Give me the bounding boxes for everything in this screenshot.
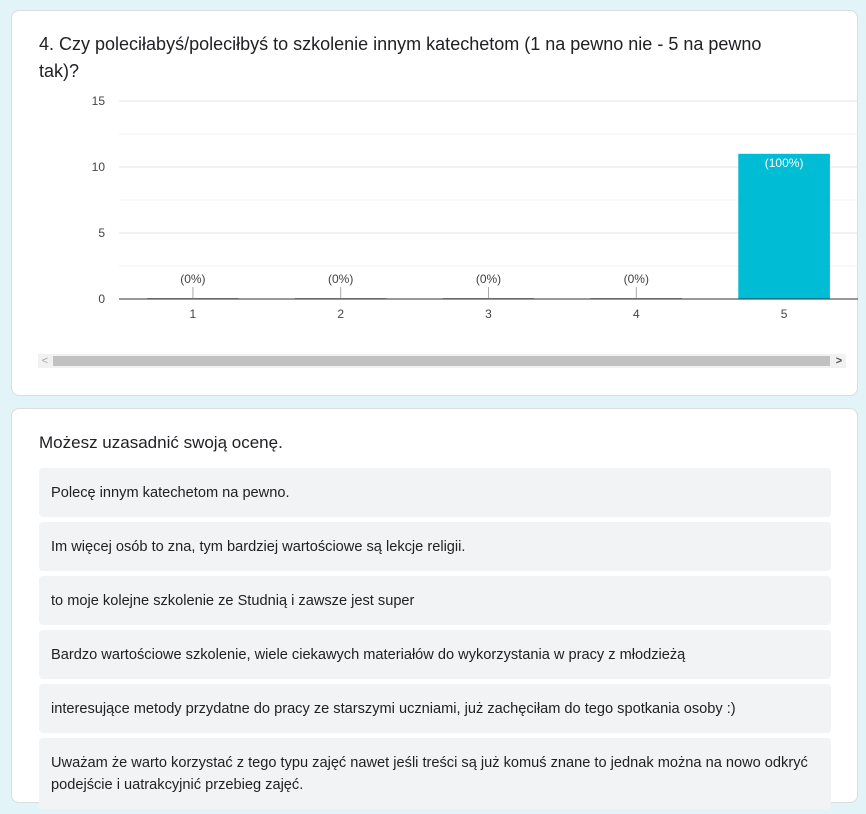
section-title: Możesz uzasadnić swoją ocenę. <box>39 433 283 452</box>
text-question-card <box>11 408 858 803</box>
data-label: (0%) <box>328 272 354 286</box>
horizontal-scrollbar[interactable] <box>38 354 846 368</box>
x-tick-label: 2 <box>337 307 345 321</box>
scroll-left-icon[interactable]: < <box>41 355 49 367</box>
x-tick-label: 5 <box>780 307 788 321</box>
x-tick-label: 3 <box>485 307 492 321</box>
response-list <box>39 468 831 814</box>
response-item: to moje kolejne szkolenie ze Studnią i zawsze jest super <box>39 576 831 625</box>
response-item: Uważam że warto korzystać z tego typu zajęć nawet jeśli treści są już komuś znane to jednak można na nowo odkryć podejście i uatrakcyjnić przebieg zajęć. <box>39 738 831 809</box>
y-tick-label: 5 <box>98 226 105 240</box>
data-label: (0%) <box>475 272 502 286</box>
response-item: Polecę innym katechetom na pewno. <box>39 468 831 517</box>
bar <box>738 154 830 299</box>
question-title: 4. Czy poleciłabyś/poleciłbyś to szkolenie innym katechetom (1 na pewno nie - 5 na pewno tak)? <box>39 34 762 81</box>
y-tick-label: 10 <box>91 160 105 174</box>
y-tick-label: 0 <box>98 292 105 306</box>
x-tick-label: 4 <box>632 307 640 321</box>
response-item: Im więcej osób to zna, tym bardziej wartościowe są lekcje religii. <box>39 522 831 571</box>
data-label: (100%) <box>764 155 804 170</box>
scrollbar-thumb[interactable] <box>53 356 830 366</box>
bar-chart <box>12 11 859 351</box>
response-item: interesujące metody przydatne do pracy ze starszymi uczniami, już zachęciłam do tego spotkania osoby :) <box>39 684 831 733</box>
x-tick-label: 1 <box>189 307 197 321</box>
response-item: Bardzo wartościowe szkolenie, wiele ciekawych materiałów do wykorzystania w pracy z młodzieżą <box>39 630 831 679</box>
data-label: (0%) <box>623 272 649 286</box>
y-tick-label: 15 <box>91 94 105 108</box>
data-label: (0%) <box>180 272 206 286</box>
chart-question-card <box>11 10 858 396</box>
scroll-right-icon[interactable]: > <box>835 355 843 367</box>
